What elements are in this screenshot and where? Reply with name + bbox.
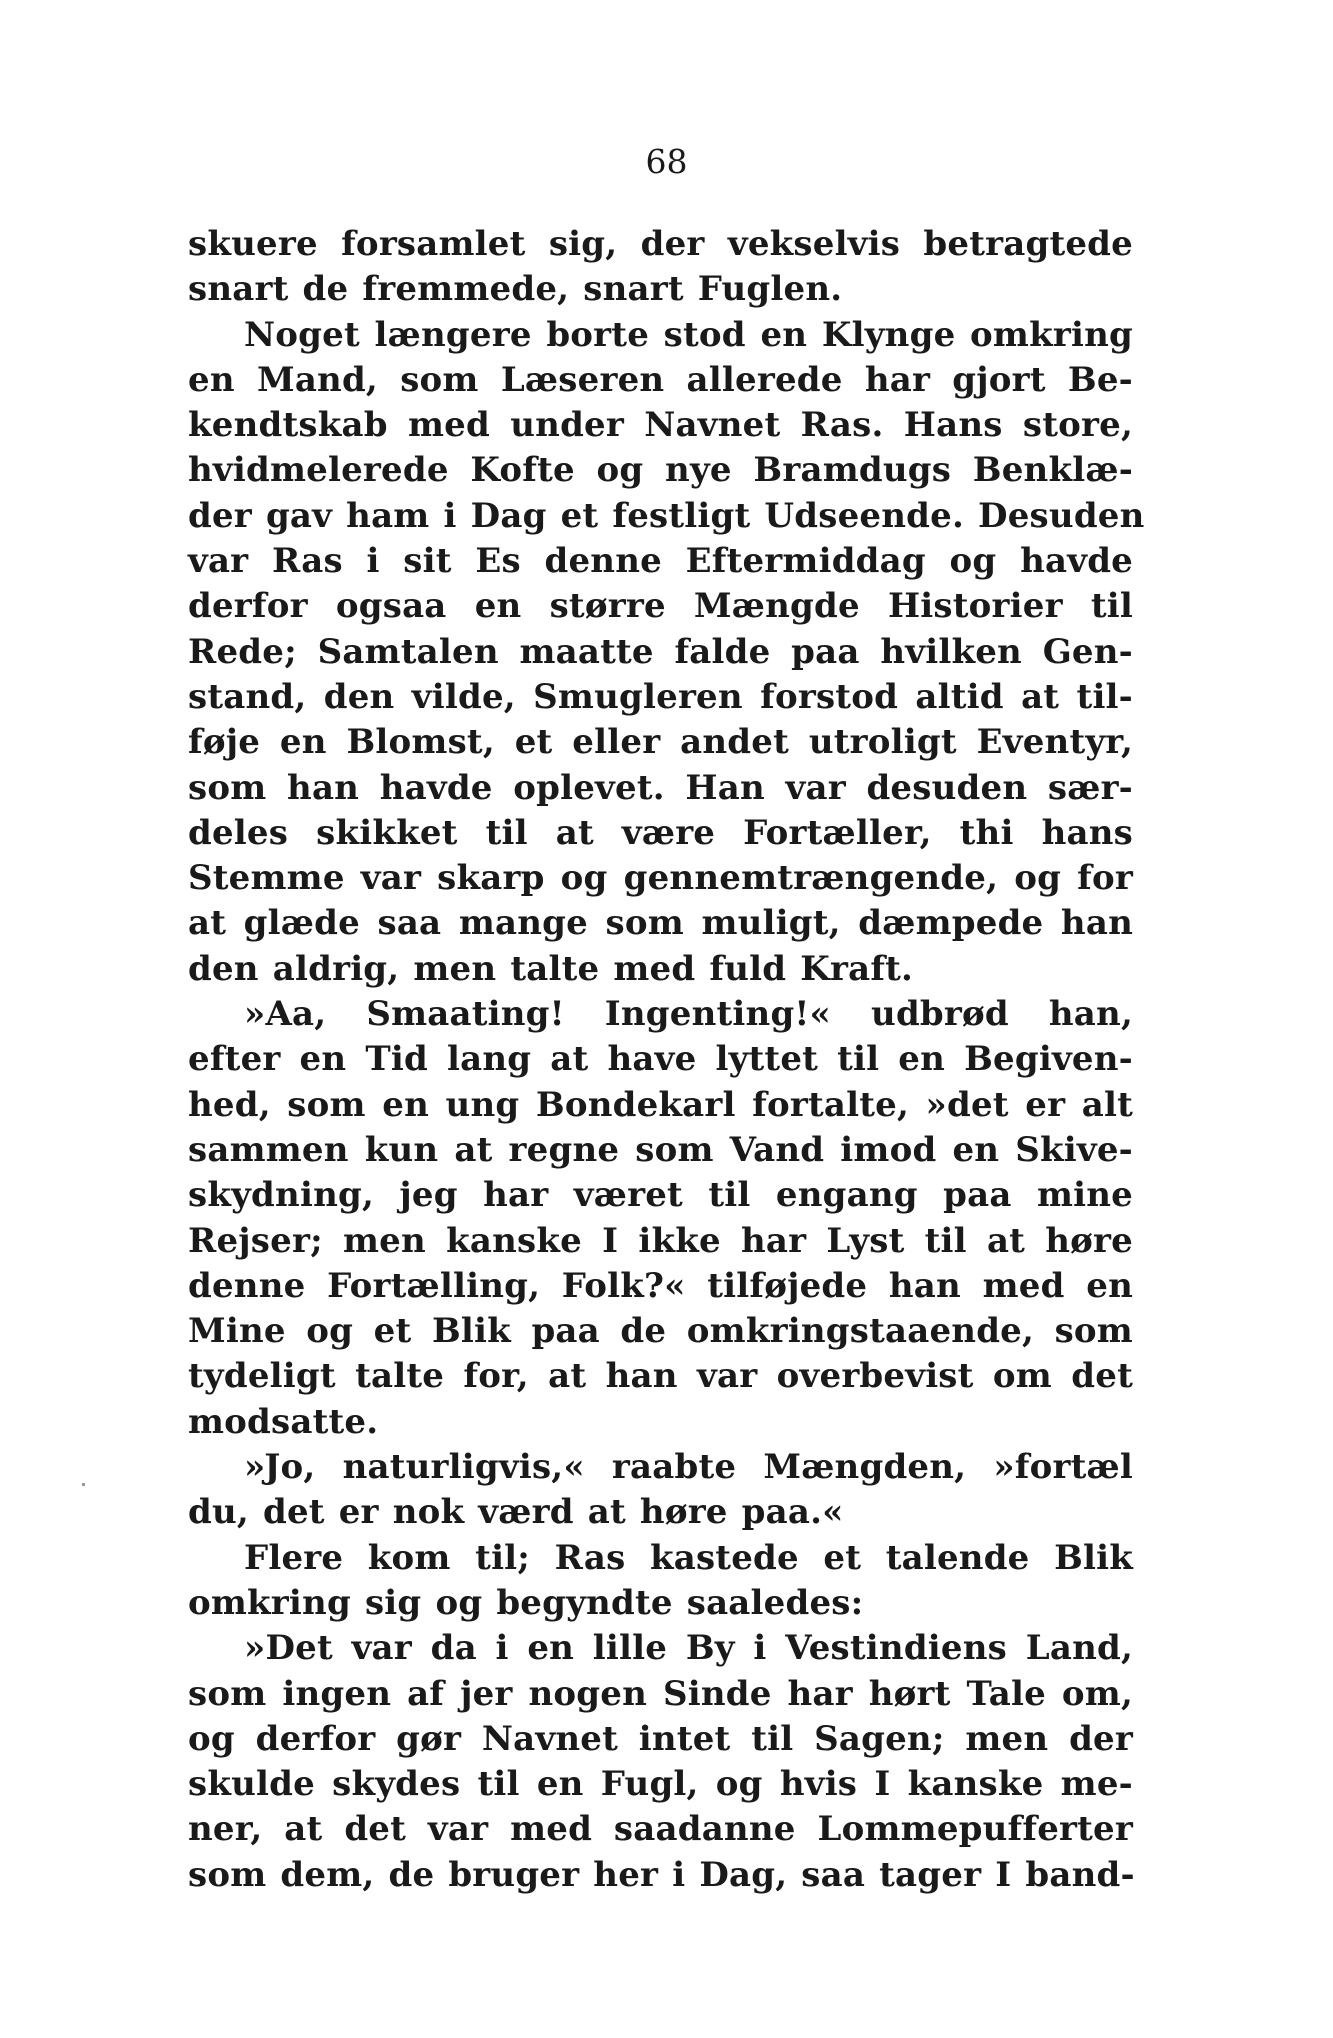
text-line: føje en Blomst, et eller andet utroligt Eventyr, — [188, 722, 1133, 763]
text-line: sammen kun at regne som Vand imod en Skive- — [188, 1129, 1133, 1170]
text-line: skulde skydes til en Fugl, og hvis I kanske me- — [188, 1764, 1133, 1805]
text-line: hvidmelerede Kofte og nye Bramdugs Benklæ- — [188, 450, 1133, 491]
text-line: var Ras i sit Es denne Eftermiddag og havde — [188, 541, 1133, 582]
text-line: efter en Tid lang at have lyttet til en Begiven- — [188, 1039, 1133, 1080]
text-line: Rede; Samtalen maatte falde paa hvilken Gen- — [188, 631, 1133, 672]
text-line: Mine og et Blik paa de omkringstaaende, som — [188, 1311, 1133, 1352]
text-line: snart de fremmede, snart Fuglen. — [188, 269, 843, 310]
text-line: skuere forsamlet sig, der vekselvis betragtede — [188, 224, 1133, 264]
text-line: som ingen af jer nogen Sinde har hørt Tale om, — [188, 1673, 1133, 1714]
text-line: den aldrig, men talte med fuld Kraft. — [188, 948, 914, 989]
text-line: derfor ogsaa en større Mængde Historier til — [188, 586, 1133, 627]
text-line: der gav ham i Dag et festligt Udseende. Desuden — [188, 495, 1145, 536]
text-line: skydning, jeg har været til engang paa mine — [188, 1175, 1133, 1216]
text-line: som dem, de bruger her i Dag, saa tager I band- — [188, 1854, 1135, 1895]
text-line: tydeligt talte for, at han var overbevist om det — [188, 1356, 1133, 1397]
text-line: modsatte. — [188, 1401, 379, 1442]
text-line: og derfor gør Navnet intet til Sagen; men der — [188, 1718, 1133, 1759]
text-line: denne Fortælling, Folk?« tilføjede han med en — [188, 1265, 1133, 1306]
text-line: Rejser; men kanske I ikke har Lyst til at høre — [188, 1220, 1133, 1261]
text-line: Flere kom til; Ras kastede et talende Blik — [244, 1537, 1133, 1578]
text-line: Noget længere borte stod en Klynge omkring — [244, 314, 1133, 355]
text-line: som han havde oplevet. Han var desuden sær- — [188, 767, 1133, 808]
stray-mark — [82, 1483, 85, 1486]
text-line: at glæde saa mange som muligt, dæmpede han — [188, 903, 1133, 944]
text-line: hed, som en ung Bondekarl fortalte, »det er alt — [188, 1084, 1133, 1125]
text-line: »Aa, Smaating! Ingenting!« udbrød han, — [244, 994, 1133, 1035]
text-line: Stemme var skarp og gennemtrængende, og for — [188, 858, 1133, 899]
text-line: »Jo, naturligvis,« raabte Mængden, »fortæl — [244, 1447, 1133, 1488]
text-line: omkring sig og begyndte saaledes: — [188, 1582, 864, 1623]
body-text — [188, 222, 1145, 1898]
page-number: 68 — [645, 142, 688, 181]
text-line: kendtskab med under Navnet Ras. Hans store, — [188, 405, 1133, 446]
text-line: du, det er nok værd at høre paa.« — [188, 1492, 844, 1533]
text-line: ner, at det var med saadanne Lommepufferter — [188, 1809, 1133, 1850]
text-line: en Mand, som Læseren allerede har gjort Be- — [188, 359, 1133, 400]
text-line: deles skikket til at være Fortæller, thi hans — [188, 812, 1133, 853]
text-line: »Det var da i en lille By i Vestindiens Land, — [244, 1628, 1133, 1669]
text-line: stand, den vilde, Smugleren forstod altid at til- — [188, 676, 1133, 717]
